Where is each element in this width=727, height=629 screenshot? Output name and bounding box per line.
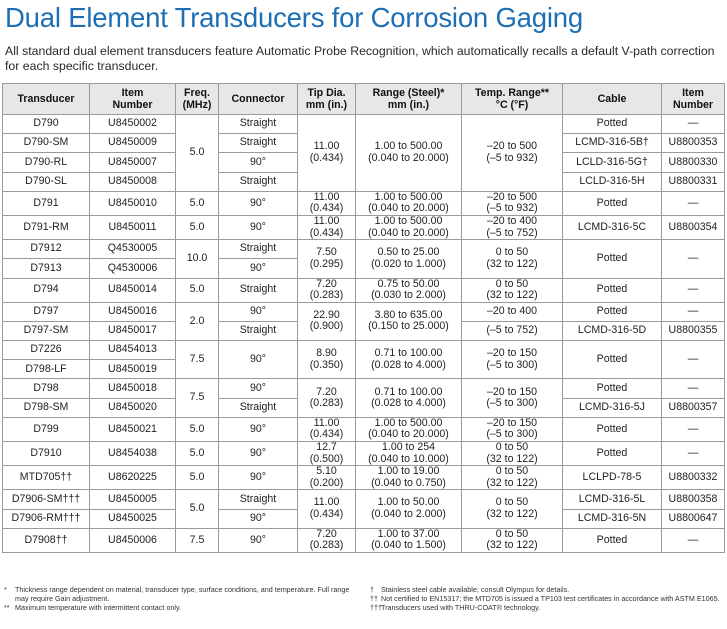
cable-item-cell: — [662, 442, 725, 466]
cable-item-cell: U8800354 [662, 215, 725, 239]
item-number-cell: U8620225 [90, 466, 176, 490]
page-title: Dual Element Transducers for Corrosion Gaging [5, 2, 583, 33]
frequency-cell: 7.5 [176, 341, 219, 379]
cable-cell: LCLD-316-5G† [563, 153, 662, 172]
tip-diameter-cell: 11.00 (0.434) [298, 191, 356, 215]
transducer-cell: D7906-SM††† [3, 490, 90, 509]
temperature-cell: 0 to 50 (32 to 122) [462, 442, 563, 466]
header-transducer: Transducer [3, 84, 90, 115]
range-cell: 1.00 to 254 (0.040 to 10.000) [356, 442, 462, 466]
item-number-cell: Q4530006 [90, 259, 176, 278]
table-row [3, 528, 725, 552]
transducer-cell: D798-SM [3, 398, 90, 417]
table-row [3, 466, 725, 490]
item-number-cell: U8454013 [90, 341, 176, 360]
table-row [3, 417, 725, 441]
header-item-number: Item Number [90, 84, 176, 115]
connector-cell: 90° [219, 191, 298, 215]
frequency-cell: 10.0 [176, 240, 219, 278]
range-cell: 0.75 to 50.00 (0.030 to 2.000) [356, 278, 462, 302]
range-cell: 1.00 to 500.00 (0.040 to 20.000) [356, 417, 462, 441]
range-cell: 0.71 to 100.00 (0.028 to 4.000) [356, 341, 462, 379]
table-row [3, 490, 725, 509]
item-number-cell: U8450008 [90, 172, 176, 191]
temperature-cell: –20 to 150 (–5 to 300) [462, 341, 563, 379]
item-number-cell: U8450016 [90, 302, 176, 321]
range-cell: 0.50 to 25.00 (0.020 to 1.000) [356, 240, 462, 278]
transducer-cell: D790-RL [3, 153, 90, 172]
connector-cell: Straight [219, 134, 298, 153]
temperature-cell: 0 to 50 (32 to 122) [462, 278, 563, 302]
transducer-cell: D7906-RM††† [3, 509, 90, 528]
frequency-cell: 5.0 [176, 466, 219, 490]
frequency-cell: 5.0 [176, 191, 219, 215]
header-tip-diameter: Tip Dia. mm (in.) [298, 84, 356, 115]
tip-diameter-cell: 12.7 (0.500) [298, 442, 356, 466]
item-number-cell: U8450017 [90, 321, 176, 340]
temperature-cell: 0 to 50 (32 to 122) [462, 490, 563, 528]
cable-cell: Potted [563, 115, 662, 134]
item-number-cell: U8450010 [90, 191, 176, 215]
cable-item-cell: U8800358 [662, 490, 725, 509]
range-cell: 1.00 to 500.00 (0.040 to 20.000) [356, 215, 462, 239]
connector-cell: Straight [219, 240, 298, 259]
cable-cell: Potted [563, 528, 662, 552]
table-row [3, 341, 725, 360]
table-row [3, 302, 725, 321]
frequency-cell: 7.5 [176, 528, 219, 552]
transducer-cell: D791 [3, 191, 90, 215]
transducer-cell: D797 [3, 302, 90, 321]
table-row [3, 240, 725, 259]
transducer-cell: D7226 [3, 341, 90, 360]
tip-diameter-cell: 7.20 (0.283) [298, 278, 356, 302]
temperature-cell: 0 to 50 (32 to 122) [462, 528, 563, 552]
frequency-cell: 7.5 [176, 379, 219, 417]
tip-diameter-cell: 7.50 (0.295) [298, 240, 356, 278]
connector-cell: 90° [219, 215, 298, 239]
header-range: Range (Steel)* mm (in.) [356, 84, 462, 115]
cable-item-cell: — [662, 278, 725, 302]
footnotes [4, 585, 724, 627]
temperature-cell: –20 to 400 [462, 302, 563, 321]
range-cell: 1.00 to 50.00 (0.040 to 2.000) [356, 490, 462, 528]
frequency-cell: 2.0 [176, 302, 219, 340]
frequency-cell: 5.0 [176, 417, 219, 441]
cable-item-cell: U8800355 [662, 321, 725, 340]
cable-item-cell: — [662, 115, 725, 134]
header-cable-item-number: Item Number [662, 84, 725, 115]
cable-cell: Potted [563, 379, 662, 398]
transducer-cell: D7910 [3, 442, 90, 466]
intro-paragraph: All standard dual element transducers feature Automatic Probe Recognition, which automatically recalls a default V-path correction for each specific transducer. [5, 44, 715, 73]
tip-diameter-cell: 11.00 (0.434) [298, 490, 356, 528]
connector-cell: 90° [219, 509, 298, 528]
cable-item-cell: U8800331 [662, 172, 725, 191]
cable-cell: LCMD-316-5N [563, 509, 662, 528]
item-number-cell: U8450002 [90, 115, 176, 134]
cable-cell: LCMD-316-5L [563, 490, 662, 509]
frequency-cell: 5.0 [176, 115, 219, 192]
header-cable: Cable [563, 84, 662, 115]
cable-item-cell: — [662, 341, 725, 379]
table-row [3, 215, 725, 239]
cable-item-cell: U8800357 [662, 398, 725, 417]
cable-item-cell: — [662, 417, 725, 441]
tip-diameter-cell: 5.10 (0.200) [298, 466, 356, 490]
cable-cell: LCMD-316-5C [563, 215, 662, 239]
item-number-cell: U8450007 [90, 153, 176, 172]
item-number-cell: U8450014 [90, 278, 176, 302]
header-frequency: Freq. (MHz) [176, 84, 219, 115]
footnote: †† Not certified to EN15317; the MTD705 is issued a TP103 test certificates in accordance with ASTM E1065. [370, 594, 720, 603]
cable-cell: Potted [563, 302, 662, 321]
cable-item-cell: U8800332 [662, 466, 725, 490]
table-row [3, 442, 725, 466]
temperature-cell: 0 to 50 (32 to 122) [462, 466, 563, 490]
range-cell: 1.00 to 500.00 (0.040 to 20.000) [356, 115, 462, 192]
temperature-cell: –20 to 400 (–5 to 752) [462, 215, 563, 239]
transducer-cell: D799 [3, 417, 90, 441]
table-row [3, 191, 725, 215]
temperature-cell: –20 to 150 (–5 to 300) [462, 417, 563, 441]
connector-cell: 90° [219, 153, 298, 172]
range-cell: 0.71 to 100.00 (0.028 to 4.000) [356, 379, 462, 417]
item-number-cell: U8454038 [90, 442, 176, 466]
frequency-cell: 5.0 [176, 215, 219, 239]
temperature-cell: –20 to 500 (–5 to 932) [462, 115, 563, 192]
table-row [3, 115, 725, 134]
tip-diameter-cell: 7.20 (0.283) [298, 528, 356, 552]
header-connector: Connector [219, 84, 298, 115]
tip-diameter-cell: 11.00 (0.434) [298, 215, 356, 239]
temperature-cell: (–5 to 752) [462, 321, 563, 340]
connector-cell: 90° [219, 302, 298, 321]
tip-diameter-cell: 11.00 (0.434) [298, 115, 356, 192]
connector-cell: Straight [219, 278, 298, 302]
cable-cell: LCMD-316-5D [563, 321, 662, 340]
transducer-cell: D794 [3, 278, 90, 302]
transducer-cell: D7908†† [3, 528, 90, 552]
cable-item-cell: — [662, 302, 725, 321]
range-cell: 1.00 to 500.00 (0.040 to 20.000) [356, 191, 462, 215]
transducer-cell: D798-LF [3, 360, 90, 379]
transducer-cell: D790 [3, 115, 90, 134]
connector-cell: Straight [219, 490, 298, 509]
cable-cell: LCLD-316-5H [563, 172, 662, 191]
cable-item-cell: — [662, 240, 725, 278]
tip-diameter-cell: 8.90 (0.350) [298, 341, 356, 379]
range-cell: 1.00 to 19.00 (0.040 to 0.750) [356, 466, 462, 490]
cable-cell: LCMD-316-5J [563, 398, 662, 417]
transducer-cell: D791-RM [3, 215, 90, 239]
temperature-cell: –20 to 500 (–5 to 932) [462, 191, 563, 215]
item-number-cell: U8450018 [90, 379, 176, 398]
connector-cell: 90° [219, 379, 298, 398]
cable-item-cell: U8800330 [662, 153, 725, 172]
connector-cell: Straight [219, 398, 298, 417]
temperature-cell: 0 to 50 (32 to 122) [462, 240, 563, 278]
table-row [3, 379, 725, 398]
transducer-cell: D7912 [3, 240, 90, 259]
table-row [3, 278, 725, 302]
transducer-cell: D790-SM [3, 134, 90, 153]
connector-cell: 90° [219, 417, 298, 441]
transducer-cell: D798 [3, 379, 90, 398]
table-header-row [3, 84, 725, 115]
cable-cell: Potted [563, 278, 662, 302]
cable-item-cell: — [662, 528, 725, 552]
cable-cell: LCMD-316-5B† [563, 134, 662, 153]
tip-diameter-cell: 7.20 (0.283) [298, 379, 356, 417]
transducer-cell: MTD705†† [3, 466, 90, 490]
connector-cell: 90° [219, 341, 298, 379]
item-number-cell: U8450021 [90, 417, 176, 441]
cable-cell: LCLPD-78-5 [563, 466, 662, 490]
connector-cell: 90° [219, 442, 298, 466]
temperature-cell: –20 to 150 (–5 to 300) [462, 379, 563, 417]
tip-diameter-cell: 22.90 (0.900) [298, 302, 356, 340]
footnote: * Thickness range dependent on material, transducer type, surface conditions, and temperature. Full range may require Gain adjustment. [4, 585, 350, 603]
frequency-cell: 5.0 [176, 278, 219, 302]
cable-cell: Potted [563, 341, 662, 379]
frequency-cell: 5.0 [176, 442, 219, 466]
cable-item-cell: — [662, 379, 725, 398]
footnote: † Stainless steel cable available; consult Olympus for details. [370, 585, 570, 594]
cable-cell: Potted [563, 442, 662, 466]
transducer-cell: D797-SM [3, 321, 90, 340]
transducer-table [2, 83, 725, 553]
cable-cell: Potted [563, 191, 662, 215]
connector-cell: 90° [219, 528, 298, 552]
item-number-cell: U8450019 [90, 360, 176, 379]
connector-cell: Straight [219, 115, 298, 134]
footnote: ††† Transducers used with THRU-COAT® technology. [370, 603, 541, 612]
cable-item-cell: U8800647 [662, 509, 725, 528]
connector-cell: 90° [219, 466, 298, 490]
cable-cell: Potted [563, 417, 662, 441]
frequency-cell: 5.0 [176, 490, 219, 528]
cable-item-cell: U8800353 [662, 134, 725, 153]
footnotes-left [4, 585, 354, 612]
range-cell: 1.00 to 37.00 (0.040 to 1.500) [356, 528, 462, 552]
cable-cell: Potted [563, 240, 662, 278]
item-number-cell: U8450005 [90, 490, 176, 509]
footnotes-right [370, 585, 724, 612]
transducer-cell: D790-SL [3, 172, 90, 191]
item-number-cell: U8450009 [90, 134, 176, 153]
connector-cell: 90° [219, 259, 298, 278]
connector-cell: Straight [219, 172, 298, 191]
item-number-cell: Q4530005 [90, 240, 176, 259]
connector-cell: Straight [219, 321, 298, 340]
item-number-cell: U8450006 [90, 528, 176, 552]
item-number-cell: U8450020 [90, 398, 176, 417]
range-cell: 3.80 to 635.00 (0.150 to 25.000) [356, 302, 462, 340]
tip-diameter-cell: 11.00 (0.434) [298, 417, 356, 441]
header-temperature: Temp. Range** °C (°F) [462, 84, 563, 115]
transducer-cell: D7913 [3, 259, 90, 278]
footnote: ** Maximum temperature with intermittent contact only. [4, 603, 182, 612]
cable-item-cell: — [662, 191, 725, 215]
item-number-cell: U8450011 [90, 215, 176, 239]
item-number-cell: U8450025 [90, 509, 176, 528]
